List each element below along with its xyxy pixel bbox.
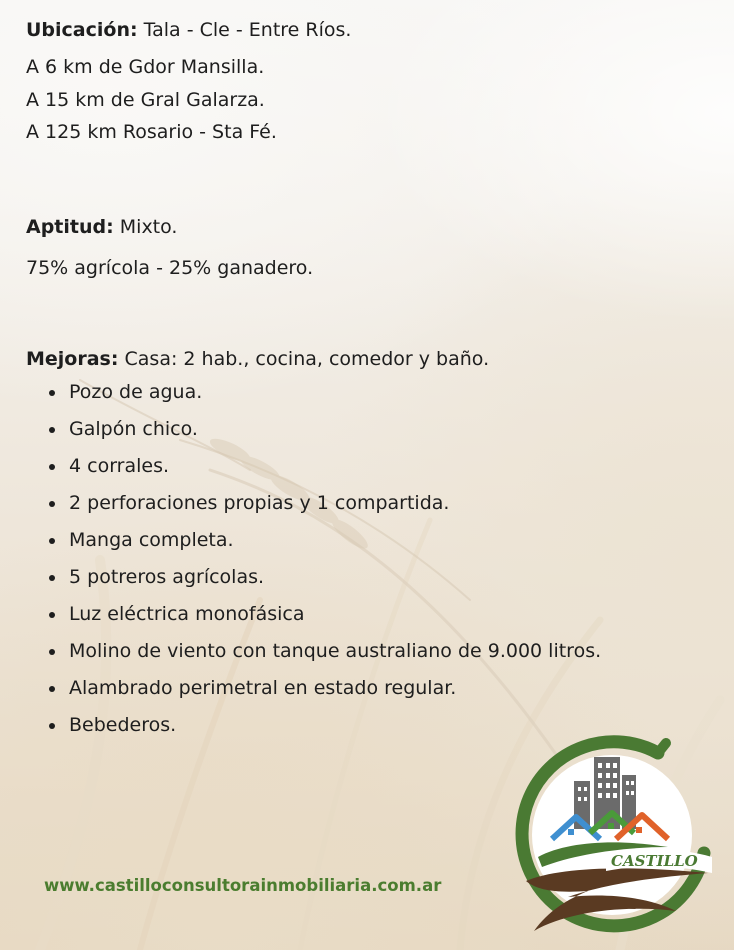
bullet-icon (49, 723, 55, 729)
list-item-text: Manga completa. (69, 529, 234, 551)
list-item-text: Alambrado perimetral en estado regular. (69, 677, 457, 699)
list-item-text: 4 corrales. (69, 455, 170, 477)
improvements-value: Casa: 2 hab., cocina, comedor y baño. (124, 348, 490, 370)
aptitude-value: Mixto. (119, 216, 178, 238)
list-item (0, 527, 629, 553)
list-item (0, 638, 629, 664)
bullet-icon (49, 427, 55, 433)
list-item (0, 490, 629, 516)
list-item-text: Molino de viento con tanque australiano de 9.000 litros. (69, 640, 602, 662)
list-item (0, 601, 629, 627)
list-item (0, 675, 629, 701)
castillo-logo-icon (508, 735, 718, 935)
list-item (0, 379, 629, 405)
bullet-icon (49, 575, 55, 581)
bullet-icon (49, 390, 55, 396)
location-label: Ubicación: (26, 19, 138, 41)
location-value: Tala - Cle - Entre Ríos. (143, 19, 352, 41)
bullet-icon (49, 686, 55, 692)
bullet-icon (49, 464, 55, 470)
aptitude-detail: 75% agrícola - 25% ganadero. (26, 257, 314, 279)
logo-text: CASTILLO (611, 852, 698, 870)
bullet-icon (49, 538, 55, 544)
location-detail-2: A 15 km de Gral Galarza. (26, 89, 265, 111)
location-detail-3: A 125 km Rosario - Sta Fé. (26, 121, 277, 143)
improvements-list (0, 379, 629, 749)
list-item (0, 564, 629, 590)
list-item-text: 2 perforaciones propias y 1 compartida. (69, 492, 450, 514)
improvements-line (26, 346, 489, 372)
aptitude-label: Aptitud: (26, 216, 114, 238)
list-item (0, 453, 629, 479)
aptitude-line (26, 214, 177, 240)
list-item-text: Luz eléctrica monofásica (69, 603, 305, 625)
bullet-icon (49, 501, 55, 507)
list-item (0, 416, 629, 442)
location-line (26, 17, 351, 43)
list-item-text: 5 potreros agrícolas. (69, 566, 265, 588)
list-item-text: Bebederos. (69, 714, 177, 736)
improvements-label: Mejoras: (26, 348, 119, 370)
list-item-text: Galpón chico. (69, 418, 198, 440)
list-item-text: Pozo de agua. (69, 381, 203, 403)
website-link[interactable]: www.castilloconsultorainmobiliaria.com.ar (44, 876, 442, 895)
bullet-icon (49, 612, 55, 618)
location-detail-1: A 6 km de Gdor Mansilla. (26, 56, 265, 78)
bullet-icon (49, 649, 55, 655)
